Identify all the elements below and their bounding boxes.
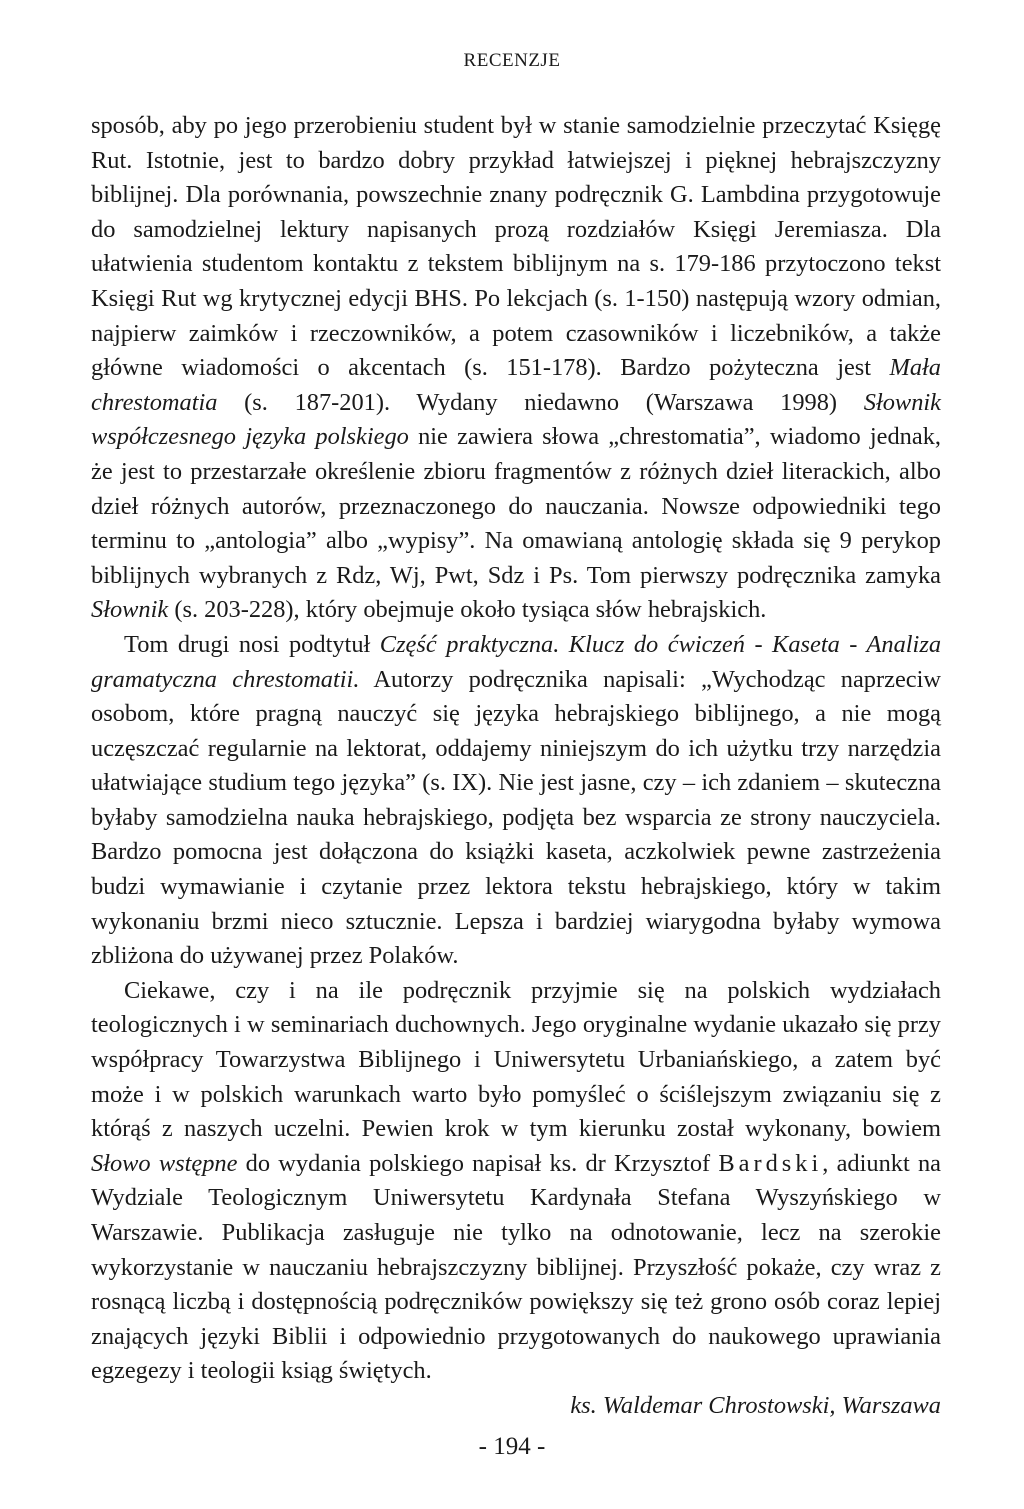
text-run: , adiunkt na Wydziale Teologicznym Uniwersytetu Kardynała Stefana Wyszyńskiego w Warszawie. Publikacja zasługuje nie tylko na odnotowanie, lecz na szerokie wykorzystanie w nauczaniu hebrajszczyzny biblijnej. Przyszłość pokaże, czy wraz z rosnącą liczbą i dostępnością podręczników powiększy się też grono osób coraz lepiej znających języki Biblii i odpowiednio przygotowanych do naukowego uprawiania egzegezy i teologii ksiąg świętych. xyxy=(91,1149,941,1385)
text-run: do wydania polskiego napisał ks. dr Krzysztof xyxy=(237,1149,719,1177)
paragraph-3 xyxy=(91,974,941,1389)
text-run: Tom drugi nosi podtytuł xyxy=(124,630,380,658)
paragraph-2 xyxy=(91,628,941,974)
page-number: - 194 - xyxy=(478,1433,546,1460)
text-run: nie zawiera słowa „chrestomatia”, wiadomo jednak, że jest to przestarzałe określenie zbioru fragmentów z różnych dzieł literackich, albo dzieł różnych autorów, przeznaczonego do nauczania. Nowsze odpowiedniki tego terminu to „antologia” albo „wypisy”. Na omawianą antologię składa się 9 perykop biblijnych wybranych z Rdz, Wj, Pwt, Sdz i Ps. Tom pierwszy podręcznika zamyka xyxy=(91,423,941,589)
text-run: Ciekawe, czy i na ile podręcznik przyjmie się na polskich wydziałach teologicznych i w seminariach duchownych. Jego oryginalne wydanie ukazało się przy współpracy Towarzystwa Biblijnego i Uniwersytetu Urbaniańskiego, a zatem być może i w polskich warunkach warto było pomyśleć o ściślejszym związaniu się z którąś z naszych uczelni. Pewien krok w tym kierunku został wykonany, bowiem xyxy=(91,976,941,1143)
running-header: RECENZJE xyxy=(463,50,561,71)
review-body xyxy=(91,109,941,1424)
author-signature: ks. Waldemar Chrostowski, Warszawa xyxy=(570,1391,941,1419)
text-run: (s. 187-201). Wydany niedawno (Warszawa 1998) xyxy=(217,388,864,416)
text-run: (s. 203-228), który obejmuje około tysiąca słów hebrajskich. xyxy=(168,596,767,624)
spaced-name: Bardski xyxy=(718,1149,823,1177)
text-run: Autorzy podręcznika napisali: „Wychodząc naprzeciw osobom, które pragną nauczyć się języka hebrajskiego biblijnego, a nie mogą uczęszczać regularnie na lektorat, oddajemy niniejszym do ich użytku trzy narzędzia ułatwiające studium tego języka” (s. IX). Nie jest jasne, czy – ich zdaniem – skuteczna byłaby samodzielna nauka hebrajskiego, podjęta bez wsparcia ze strony nauczyciela. Bardzo pomocna jest dołączona do książki kaseta, aczkolwiek pewne zastrzeżenia budzi wymawianie i czytanie przez lektora tekstu hebrajskiego, który w takim wykonaniu brzmi nieco sztucznie. Lepsza i bardziej wiarygodna byłaby wymowa zbliżona do używanej przez Polaków. xyxy=(91,665,941,970)
italic-title: Mała chrestomatia xyxy=(91,354,941,416)
italic-title: Słownik xyxy=(91,596,169,624)
text-run: sposób, aby po jego przerobieniu student był w stanie samodzielnie przeczytać Księgę Rut. Istotnie, jest to bardzo dobry przykład łatwiejszej i pięknej hebrajszczyzny biblijnej. Dla porównania, powszechnie znany podręcznik G. Lambdina przygotowuje do samodzielnej lektury napisanych prozą rozdziałów Księgi Jeremiasza. Dla ułatwienia studentom kontaktu z tekstem biblijnym na s. 179-186 przytoczono tekst Księgi Rut wg krytycznej edycji BHS. Po lekcjach (s. 1-150) następują wzory odmian, najpierw zaimków i rzeczowników, a potem czasowników i liczebników, a także główne wiadomości o akcentach (s. 151-178). Bardzo pożyteczna jest xyxy=(91,112,941,382)
paragraph-1 xyxy=(91,109,941,628)
italic-title: Słownik współczesnego języka polskiego xyxy=(91,388,941,451)
italic-title: Część praktyczna. Klucz do ćwiczeń - Kaseta - Analiza gramatyczna chrestomatii. xyxy=(91,630,942,693)
italic-title: Słowo wstępne xyxy=(91,1149,238,1177)
